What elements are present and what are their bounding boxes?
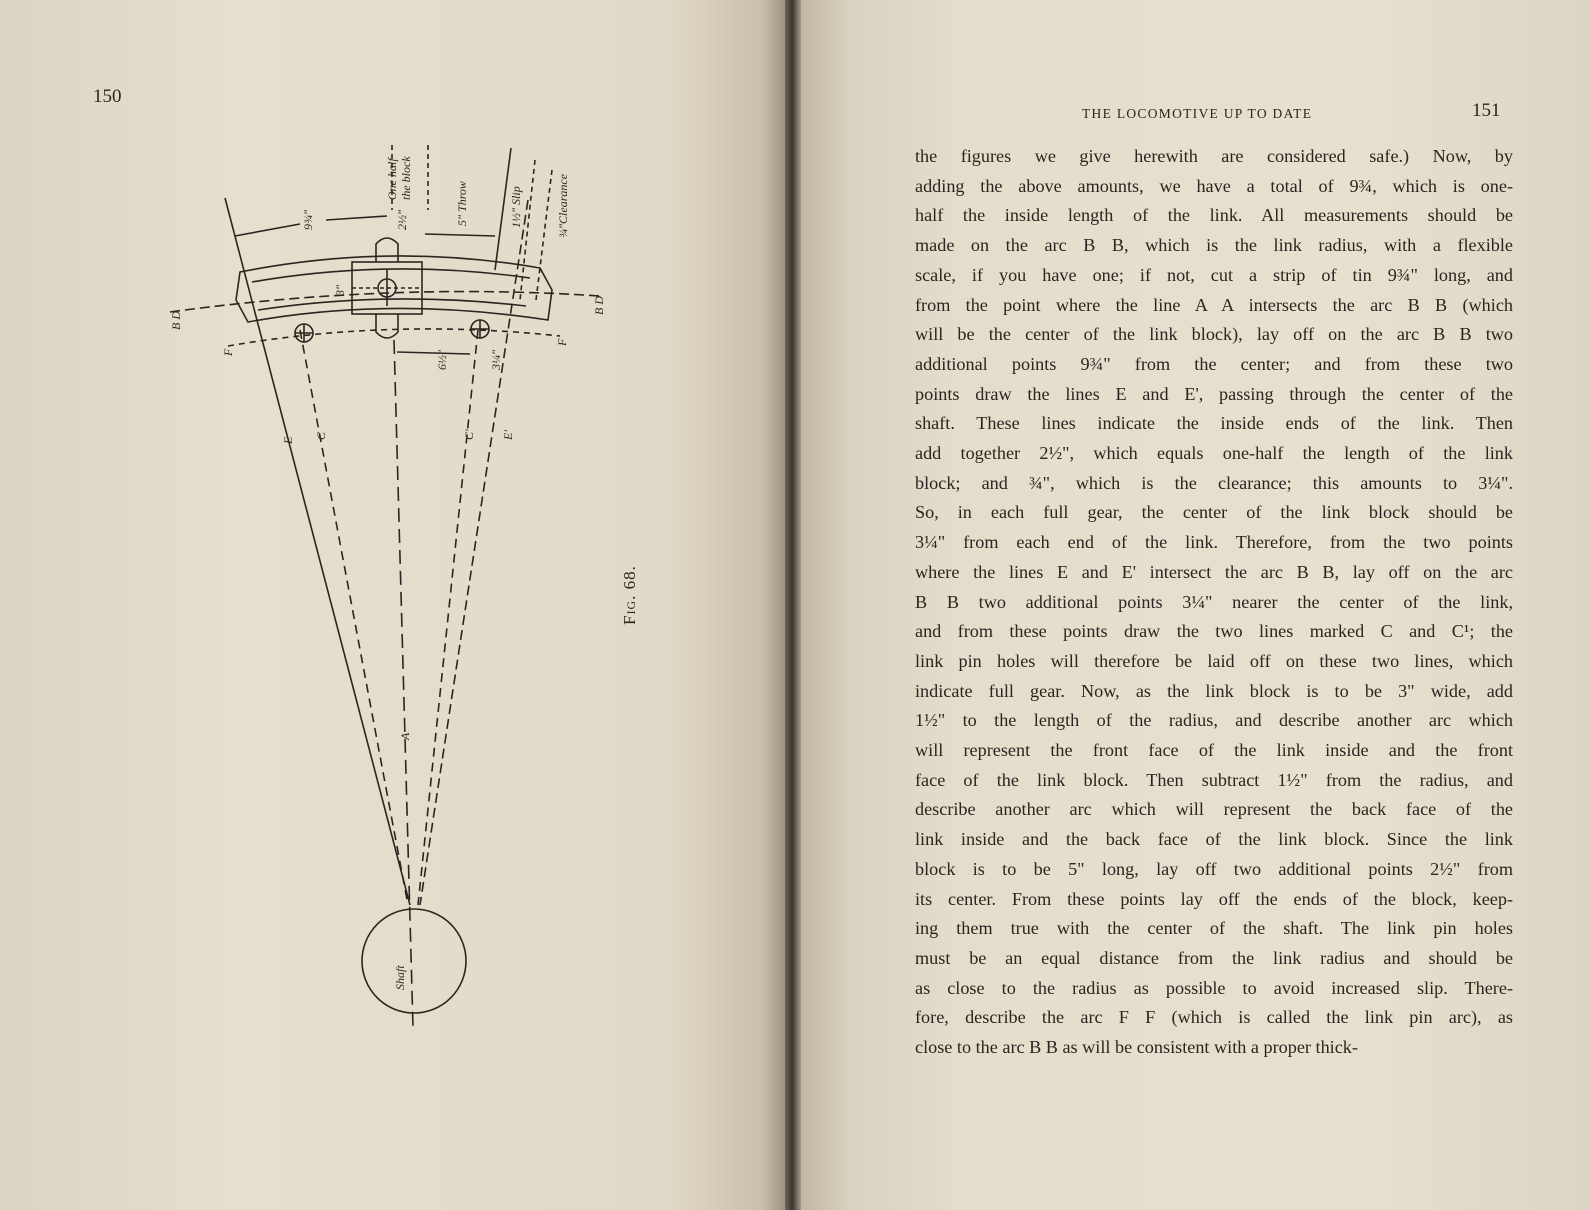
figure-caption: Fig. 68. bbox=[619, 565, 639, 625]
text-line: ing them true with the center of the shaft. The link pin holes bbox=[915, 918, 1513, 939]
left-page bbox=[0, 0, 785, 1210]
text-line: made on the arc B B, which is the link radius, with a flexible bbox=[915, 235, 1513, 256]
page-number-left: 150 bbox=[93, 86, 122, 107]
text-line: So, in each full gear, the center of the link block should be bbox=[915, 502, 1513, 523]
label-c: C bbox=[314, 431, 328, 440]
text-line: adding the above amounts, we have a total of 9¾, which is one- bbox=[915, 175, 1513, 196]
dim-slip: 1½" Slip bbox=[509, 186, 523, 228]
text-line: where the lines E and E' intersect the arc B B, lay off on the arc bbox=[915, 561, 1513, 582]
slot-top bbox=[376, 238, 398, 262]
text-line: B B two additional points 3¼" nearer the center of the link, bbox=[915, 591, 1513, 612]
running-head: THE LOCOMOTIVE UP TO DATE bbox=[1082, 106, 1313, 121]
dim-throw: 5" Throw bbox=[455, 181, 469, 226]
dim-6-1-2: 6½" bbox=[435, 349, 449, 370]
label-bd-right: B D bbox=[592, 296, 606, 315]
label-shaft: Shaft bbox=[393, 965, 407, 990]
label-f-right: F bbox=[555, 338, 569, 346]
label-e: E bbox=[281, 436, 295, 444]
text-line: fore, describe the arc F F (which is called the link pin arc), as bbox=[915, 1007, 1513, 1028]
text-line: block; and ¾", which is the clearance; this amounts to 3¼". bbox=[915, 472, 1513, 493]
text-line: points draw the lines E and E', passing through the center of the bbox=[915, 383, 1513, 404]
text-line: as close to the radius as possible to avoid increased slip. There- bbox=[915, 977, 1513, 998]
text-line: additional points 9¾" from the center; and from these two bbox=[915, 353, 1513, 374]
text-line: indicate full gear. Now, as the link block is to be 3" wide, add bbox=[915, 680, 1513, 701]
body-text bbox=[915, 142, 1513, 1063]
book-gutter bbox=[785, 0, 801, 1210]
label-a: A bbox=[398, 732, 412, 740]
label-the-block: the block bbox=[399, 156, 413, 200]
dim-3-1-4: 3¼" bbox=[489, 349, 503, 370]
text-line: will be the center of the link block), lay off on the arc B B two bbox=[915, 324, 1513, 345]
shaft-circle bbox=[362, 909, 466, 1013]
label-c-prime: C' bbox=[462, 429, 476, 440]
line-a bbox=[394, 340, 413, 1027]
text-line: must be an equal distance from the link radius and should be bbox=[915, 947, 1513, 968]
text-line: link pin holes will therefore be laid off on these two lines, which bbox=[915, 650, 1513, 671]
text-line: from the point where the line A A intersects the arc B B (which bbox=[915, 294, 1513, 315]
line-e-outer bbox=[225, 198, 410, 905]
dim-clearance: ¾"Clearance bbox=[556, 173, 570, 238]
slot-bottom bbox=[376, 314, 398, 338]
text-line: shaft. These lines indicate the inside ends of the link. Then bbox=[915, 413, 1513, 434]
label-one-half: One half bbox=[385, 158, 399, 200]
text-line: link inside and the back face of the link block. Since the link bbox=[915, 829, 1513, 850]
dim-2-1-2: 2½" bbox=[395, 209, 409, 230]
text-line: scale, if you have one; if not, cut a strip of tin 9¾" long, and bbox=[915, 264, 1513, 285]
text-line: close to the arc B B as will be consistent with a proper thick- bbox=[915, 1037, 1358, 1058]
text-line: block is to be 5" long, lay off two additional points 2½" from bbox=[915, 858, 1513, 879]
label-bd-left: B D bbox=[169, 311, 183, 330]
dim-9-3-4: 9¾" bbox=[301, 209, 315, 230]
text-line: its center. From these points lay off the ends of the block, keep- bbox=[915, 888, 1513, 909]
line-c-prime bbox=[418, 330, 478, 905]
line-e-prime bbox=[420, 200, 528, 905]
line-c bbox=[300, 330, 408, 905]
text-line: will represent the front face of the link inside and the front bbox=[915, 740, 1513, 761]
text-line: the figures we give herewith are considered safe.) Now, by bbox=[915, 146, 1513, 166]
text-line: add together 2½", which equals one-half the length of the link bbox=[915, 443, 1513, 464]
text-line: and from these points draw the two lines marked C and C¹; the bbox=[915, 621, 1513, 642]
link-outline bbox=[236, 256, 552, 322]
text-line: describe another arc which will represent the back face of the bbox=[915, 799, 1513, 820]
text-line: 1½" to the length of the radius, and describe another arc which bbox=[915, 710, 1513, 731]
text-line: half the inside length of the link. All measurements should be bbox=[915, 205, 1513, 226]
text-line: face of the link block. Then subtract 1½" from the radius, and bbox=[915, 769, 1513, 790]
dim-3: 3" bbox=[333, 284, 347, 296]
page-number-right: 151 bbox=[1472, 100, 1501, 121]
label-e-prime: E' bbox=[501, 430, 515, 440]
text-line: 3¼" from each end of the link. Therefore, from the two points bbox=[915, 532, 1513, 553]
label-f-left: F bbox=[221, 348, 235, 356]
link-diagram-figure bbox=[0, 0, 785, 1210]
